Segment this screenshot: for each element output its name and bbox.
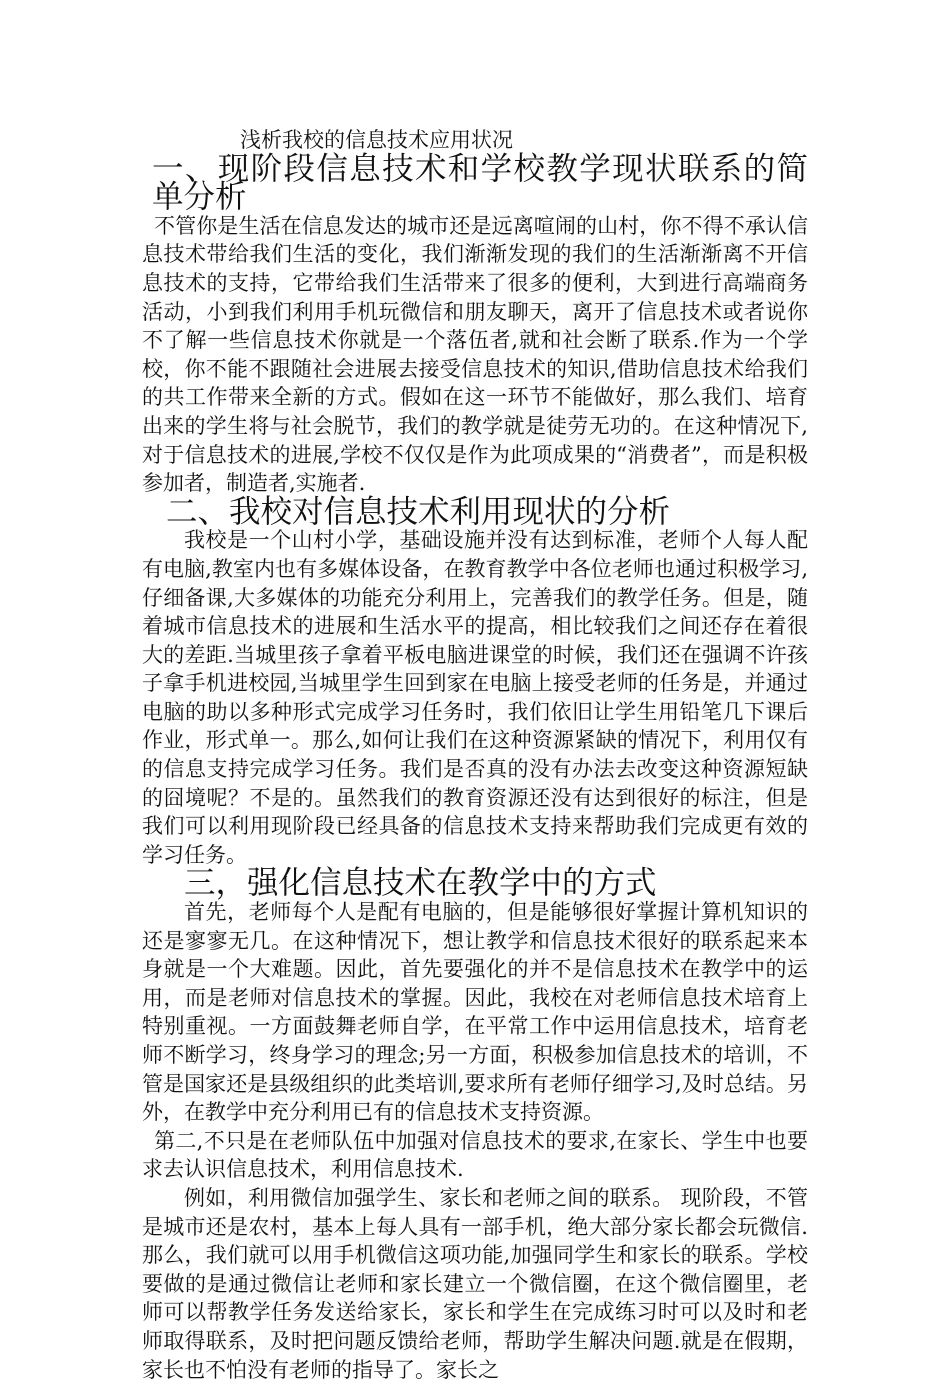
section-heading-2: 二、我校对信息技术利用现状的分析 [166, 493, 671, 530]
paragraph-1: 不管你是生活在信息发达的城市还是远离喧闹的山村，你不得不承认信息技术带给我们生活的变化，我们渐渐发现的我们的生活渐渐离不开信息技术的支持，它带给我们生活带来了很多的便利，大到进行高端商务活动，小到我们利用手机玩微信和朋友聊天，离开了信息技术或者说你不了解一些信息技术你就是一个落伍者,就和社会断了联系.作为一个学校，你不能不跟随社会进展去接受信息技术的知识,借助信息技术给我们的共工作带来全新的方式。假如在这一环节不能做好，那么我们、培育出来的学生将与社会脱节，我们的教学就是徒劳无功的。在这种情况下,对于信息技术的进展,学校不仅仅是作为此项成果的“消费者”，而是积极参加者，制造者,实施者. [142, 213, 808, 496]
paragraph-3: 首先，老师每个人是配有电脑的，但是能够很好掌握计算机知识的还是寥寥无几。在这种情况下，想让教学和信息技术很好的联系起来本身就是一个大难题。因此，首先要强化的并不是信息技术在教学中的运用，而是老师对信息技术的掌握。因此，我校在对老师信息技术培育上特别重视。一方面鼓舞老师自学，在平常工作中运用信息技术，培育老师不断学习，终身学习的理念;另一方面，积极参加信息技术的培训，不管是国家还是县级组织的此类培训,要求所有老师仔细学习,及时总结。另外，在教学中充分利用已有的信息技术支持资源。 [142, 900, 808, 1125]
paragraph-4: 第二,不只是在老师队伍中加强对信息技术的要求,在家长、学生中也要求去认识信息技术，利用信息技术. [142, 1128, 808, 1182]
section-heading-1: 一、现阶段信息技术和学校教学现状联系的简单分析 [152, 150, 808, 216]
document-page [142, 126, 808, 1384]
section-heading-3: 三，强化信息技术在教学中的方式 [184, 865, 657, 902]
paragraph-2: 我校是一个山村小学，基础设施并没有达到标准，老师个人每人配有电脑,教室内也有多媒体设备，在教育教学中各位老师也通过积极学习,仔细备课,大多媒体的功能充分利用上，完善我们的教学任务。但是，随着城市信息技术的进展和生活水平的提高，相比较我们之间还存在着很大的差距.当城里孩子拿着平板电脑进课堂的时候，我们还在强调不许孩子拿手机进校园,当城里学生回到家在电脑上接受老师的任务是，并通过电脑的助以多种形式完成学习任务时，我们依旧让学生用铅笔几下课后作业，形式单一。那么,如何让我们在这种资源紧缺的情况下，利用仅有的信息支持完成学习任务。我们是否真的没有办法去改变这种资源短缺的囧境呢？不是的。虽然我们的教育资源还没有达到很好的标注，但是我们可以利用现阶段已经具备的信息技术支持来帮助我们完成更有效的学习任务。 [142, 528, 808, 867]
document-title: 浅析我校的信息技术应用状况 [240, 128, 513, 152]
paragraph-5: 例如，利用微信加强学生、家长和老师之间的联系。 现阶段，不管是城市还是农村，基本上每人具有一部手机，绝大部分家长都会玩微信.那么，我们就可以用手机微信这项功能,加强同学生和家长的联系。学校要做的是通过微信让老师和家长建立一个微信圈，在这个微信圈里，老师可以帮教学任务发送给家长，家长和学生在完成练习时可以及时和老师取得联系，及时把问题反馈给老师，帮助学生解决问题.就是在假期，家长也不怕没有老师的指导了。家长之 [142, 1185, 808, 1382]
